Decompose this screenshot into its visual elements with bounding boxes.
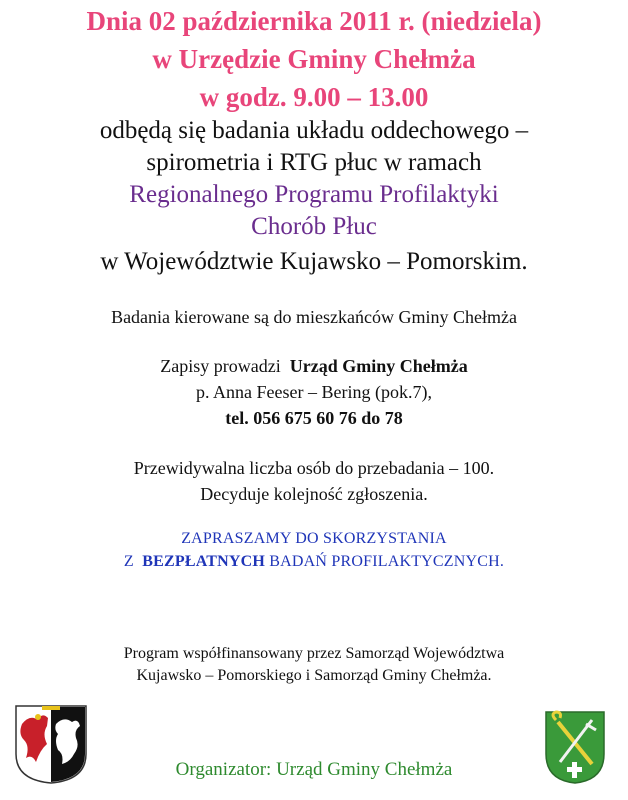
- program-name-line2: Chorób Płuc: [251, 213, 377, 240]
- gmina-chelmza-coat-of-arms-icon: [544, 710, 606, 784]
- funding-line1: Program współfinansowany przez Samorząd Województwa: [123, 645, 505, 662]
- registration-phone: [0, 408, 628, 429]
- registration-line: [0, 356, 628, 377]
- capacity-line2: Decyduje kolejność zgłoszenia.: [200, 484, 428, 504]
- region-line: w Województwie Kujawsko – Pomorskim.: [100, 248, 528, 275]
- exam-description-line: odbędą się badania układu oddechowego –: [99, 117, 529, 144]
- header-hours-line: w godz. 9.00 – 13.00: [199, 82, 429, 112]
- invitation-line2: [0, 553, 628, 571]
- organizer-text: Organizator: Urząd Gminy Chełmża: [175, 759, 453, 780]
- funding-line2: Kujawsko – Pomorskiego i Samorząd Gminy Chełmża.: [136, 667, 492, 684]
- capacity-line1: Przewidywalna liczba osób do przebadania – 100.: [133, 458, 495, 478]
- exam-types-line: spirometria i RTG płuc w ramach: [146, 149, 482, 176]
- phone-number: tel. 056 675 60 76 do 78: [225, 408, 403, 428]
- invitation-suffix: BADAŃ PROFILAKTYCZNYCH.: [269, 553, 505, 570]
- invitation-line1: ZAPRASZAMY DO SKORZYSTANIA: [181, 530, 447, 547]
- registration-prefix: Zapisy prowadzi: [160, 356, 281, 376]
- target-group-text: Badania kierowane są do mieszkańców Gminy Chełmża: [111, 307, 517, 327]
- header-date-line: Dnia 02 października 2011 r. (niedziela): [86, 6, 542, 36]
- invitation-free: BEZPŁATNYCH: [142, 553, 266, 570]
- header-place-line: w Urzędzie Gminy Chełmża: [152, 44, 476, 74]
- invitation-prefix: Z: [123, 553, 134, 570]
- registration-office: Urząd Gminy Chełmża: [289, 356, 468, 376]
- registration-person: p. Anna Feeser – Bering (pok.7),: [196, 382, 432, 402]
- program-name-line1: Regionalnego Programu Profilaktyki: [129, 181, 499, 208]
